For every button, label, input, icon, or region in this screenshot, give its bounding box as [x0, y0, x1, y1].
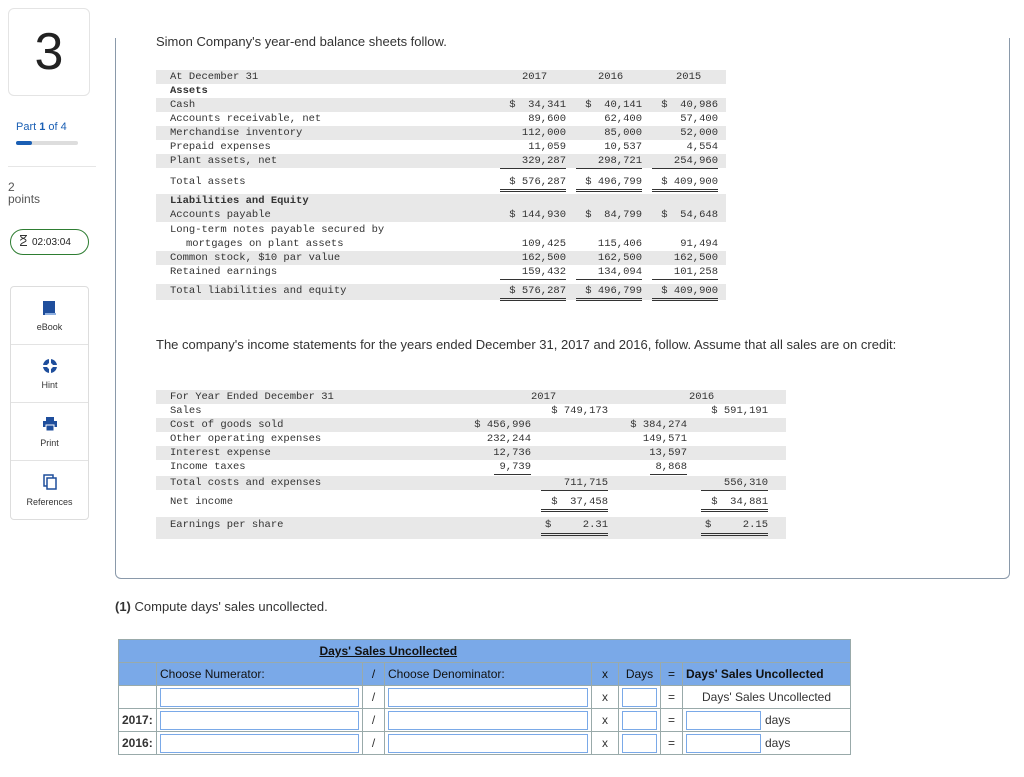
opex-row: Other operating expenses 232,244 149,571	[170, 433, 687, 445]
ap-row: Accounts payable $ 144,930 $ 84,799 $ 54,648	[156, 208, 726, 222]
divider	[8, 166, 96, 167]
total-assets-row: Total assets $ 576,287 $ 496,799 $ 409,900	[156, 175, 726, 189]
denominator-2016-input[interactable]	[388, 734, 588, 753]
part-progress-bar	[16, 141, 78, 145]
days-2017-input[interactable]	[622, 711, 657, 730]
net-income-row: Net income $ 37,458 $ 34,881	[156, 495, 786, 509]
inventory-row: Merchandise inventory 112,000 85,000 52,000	[156, 126, 726, 140]
balance-header-row: At December 31 2017 2016 2015	[156, 70, 726, 84]
year-2016-label: 2016:	[119, 732, 157, 755]
references-button[interactable]: References	[11, 461, 88, 519]
days-header: Days	[619, 663, 661, 686]
numerator-header: Choose Numerator:	[157, 663, 363, 686]
print-button[interactable]: Print	[11, 403, 88, 461]
points: 2 points	[8, 180, 41, 206]
result-header: Days' Sales Uncollected	[683, 663, 851, 686]
year-2017-label: 2017:	[119, 709, 157, 732]
result-2016-input[interactable]	[686, 734, 761, 753]
denominator-header: Choose Denominator:	[385, 663, 592, 686]
total-le-row: Total liabilities and equity $ 576,287 $ 496,799 $ 409,900	[156, 284, 726, 300]
equals-symbol: =	[661, 663, 683, 686]
assets-heading: Assets	[170, 85, 208, 97]
retained-earnings-row: Retained earnings 159,432 134,094 101,258	[170, 266, 718, 278]
tax-row: Income taxes 9,739 8,868	[170, 461, 687, 473]
question-text: (1) Compute days' sales uncollected.	[115, 599, 328, 614]
ltn-row-1: Long-term notes payable secured by	[170, 224, 385, 236]
formula-row: / x = Days' Sales Uncollected	[119, 686, 851, 709]
ar-row: Accounts receivable, net 89,600 62,400 57,400	[170, 113, 718, 125]
days-sales-uncollected-table	[118, 639, 851, 755]
hourglass-icon	[19, 235, 28, 249]
income-header-row: For Year Ended December 31 2017 2016	[156, 390, 786, 404]
intro-text: Simon Company's year-end balance sheets follow.	[156, 34, 447, 49]
hint-icon	[41, 357, 58, 374]
cash-row: Cash $ 34,341 $ 40,141 $ 40,986	[156, 98, 726, 112]
row-2016: 2016: / x = days	[119, 732, 851, 755]
times-symbol: x	[592, 663, 619, 686]
calc-title-row	[119, 640, 851, 663]
liabilities-heading: Liabilities and Equity	[156, 194, 726, 208]
calc-title: Days' Sales Uncollected	[157, 640, 851, 663]
plant-row: Plant assets, net 329,287 298,721 254,960	[156, 154, 726, 168]
print-icon	[41, 415, 58, 432]
income-statement	[156, 390, 786, 542]
numerator-2016-input[interactable]	[160, 734, 359, 753]
balance-sheet	[156, 70, 726, 300]
calc-header-row	[119, 663, 851, 686]
denominator-2017-input[interactable]	[388, 711, 588, 730]
sales-row: Sales $ 749,173 $ 591,191	[170, 405, 768, 417]
result-label: Days' Sales Uncollected	[683, 686, 851, 709]
divide-symbol: /	[363, 663, 385, 686]
days-2016-input[interactable]	[622, 734, 657, 753]
numerator-2017-input[interactable]	[160, 711, 359, 730]
references-icon	[41, 474, 58, 491]
days-input[interactable]	[622, 688, 657, 707]
book-icon	[41, 299, 58, 316]
question-sidebar	[0, 0, 98, 777]
interest-row: Interest expense 12,736 13,597	[156, 446, 786, 460]
numerator-select[interactable]	[160, 688, 359, 707]
part-progress-fill	[16, 141, 32, 145]
part-indicator: Part 1 of 4	[16, 121, 67, 133]
row-2017: 2017: / x = days	[119, 709, 851, 732]
total-costs-row: Total costs and expenses 711,715 556,310	[156, 476, 786, 490]
eps-row: Earnings per share $ 2.31 $ 2.15	[156, 517, 786, 539]
prepaid-row: Prepaid expenses 11,059 10,537 4,554	[170, 141, 718, 153]
denominator-select[interactable]	[388, 688, 588, 707]
common-stock-row: Common stock, $10 par value 162,500 162,500 162,500	[156, 251, 726, 265]
tools-panel	[10, 286, 89, 520]
cogs-row: Cost of goods sold $ 456,996 $ 384,274	[156, 418, 786, 432]
ebook-button[interactable]: eBook	[11, 287, 88, 345]
question-number: 3	[8, 8, 90, 96]
timer: 02:03:04	[10, 229, 89, 255]
income-intro-text: The company's income statements for the years ended December 31, 2017 and 2016, follow. Assume that all sales are on credit:	[156, 337, 897, 352]
result-2017-input[interactable]	[686, 711, 761, 730]
hint-button[interactable]: Hint	[11, 345, 88, 403]
ltn-row-2: mortgages on plant assets 109,425 115,406 91,494	[186, 238, 718, 250]
